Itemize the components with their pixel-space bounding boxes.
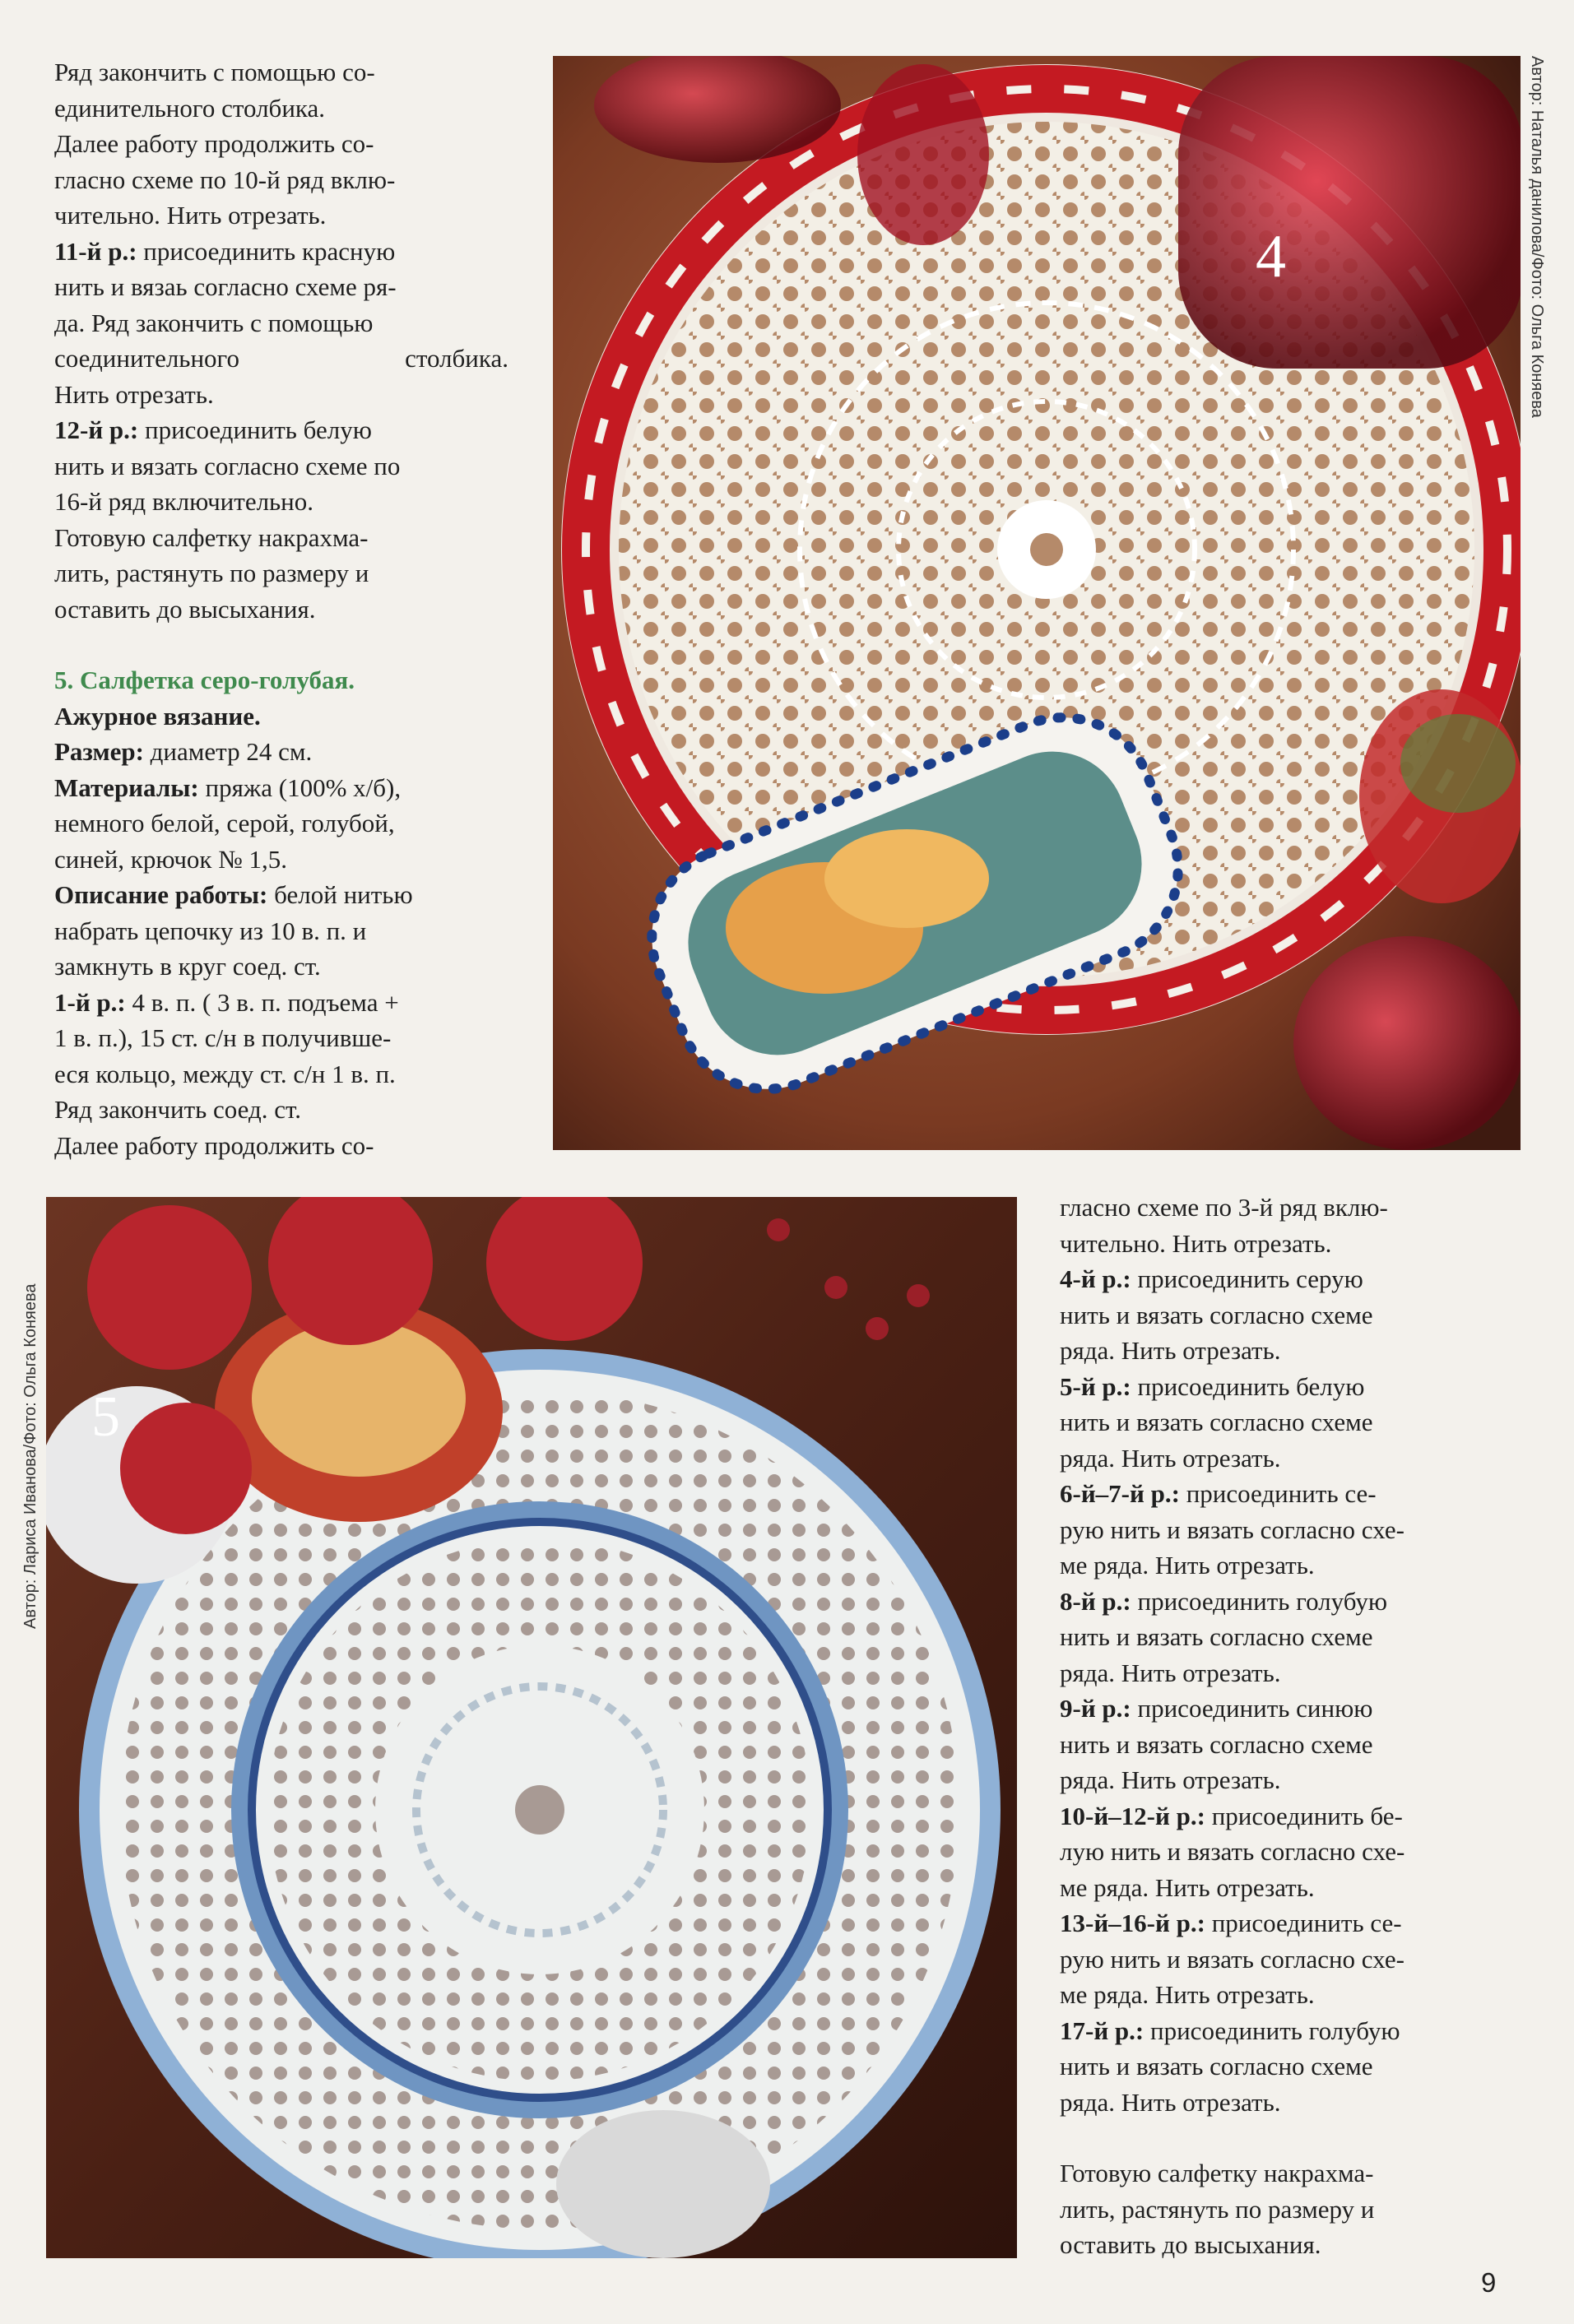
row-17-line: 17-й р.: присоединить голубую bbox=[1060, 2016, 1400, 2045]
text-line: замкнуть в круг соед. ст. bbox=[54, 952, 321, 981]
text-line: Ряд закончить соед. ст. bbox=[54, 1095, 302, 1124]
text-line: Далее работу продолжить со- bbox=[54, 129, 374, 158]
text-line: еся кольцо, между ст. с/н 1 в. п. bbox=[54, 1059, 396, 1088]
text-line: нить и вязать согласно схеме bbox=[1060, 1729, 1373, 1759]
row-label: 11-й р.: bbox=[54, 236, 137, 266]
doily-5-illustration bbox=[46, 1197, 1017, 2258]
text-line: ме ряда. Нить отрезать. bbox=[1060, 1980, 1315, 2009]
row-4-line: 4-й р.: присоединить серую bbox=[1060, 1264, 1363, 1293]
text-line: нить и вязаь согласно схеме ря- bbox=[54, 272, 397, 301]
text-line: лить, растянуть по размеру и bbox=[1060, 2194, 1375, 2224]
text-line: гласно схеме по 3-й ряд вклю- bbox=[1060, 1193, 1388, 1222]
text-line: Ряд закончить с помощью со- bbox=[54, 58, 375, 86]
row-12-line: 12-й р.: присоединить белую bbox=[54, 415, 372, 444]
doily-4-illustration bbox=[553, 56, 1521, 1150]
row-9-line: 9-й р.: присоединить синюю bbox=[1060, 1694, 1373, 1723]
text-column-top bbox=[54, 54, 508, 1163]
text-line: Готовую салфетку накрахма- bbox=[54, 522, 369, 552]
text-line: оставить до высыхания. bbox=[54, 594, 316, 624]
text-line: нить и вязать согласно схеме bbox=[1060, 1408, 1373, 1436]
text-line: ряда. Нить отрезать. bbox=[1060, 2087, 1281, 2117]
text-line: лую нить и вязать согласно схе- bbox=[1060, 1837, 1405, 1866]
photo-credit-5: Автор: Лариса Иванова/Фото: Ольга Коняева bbox=[21, 1283, 39, 1629]
text-line: оставить до высыхания. bbox=[1060, 2230, 1321, 2259]
technique: Ажурное вязание. bbox=[54, 701, 261, 731]
text-line: нить и вязать согласно схеме по bbox=[54, 451, 401, 480]
text-line: Далее работу продолжить со- bbox=[54, 1130, 374, 1160]
text-line: 1 в. п.), 15 ст. с/н в получивше- bbox=[54, 1023, 392, 1052]
text-line: 16-й ряд включительно. bbox=[54, 487, 314, 516]
row-11-line: 11-й р.: присоединить красную bbox=[54, 236, 396, 266]
description-line: Описание работы: белой нитью bbox=[54, 880, 413, 909]
materials-line: Материалы: пряжа (100% х/б), bbox=[54, 772, 402, 802]
text-line: нить и вязать согласно схеме bbox=[1060, 1622, 1373, 1651]
text-line: ряда. Нить отрезать. bbox=[1060, 1765, 1281, 1794]
photo-number: 5 bbox=[91, 1385, 120, 1449]
text-line: чительно. Нить отрезать. bbox=[1060, 1228, 1332, 1258]
text-line: гласно схеме по 10-й ряд вклю- bbox=[54, 165, 396, 194]
row-label: 12-й р.: bbox=[54, 415, 139, 444]
text-line: ме ряда. Нить отрезать. bbox=[1060, 1551, 1315, 1579]
text-line: синей, крючок № 1,5. bbox=[54, 844, 288, 874]
text-line: нить и вязать согласно схеме bbox=[1060, 1300, 1373, 1329]
row-1-line: 1-й р.: 4 в. п. ( 3 в. п. подъема + bbox=[54, 987, 399, 1017]
row-8-line: 8-й р.: присоединить голубую bbox=[1060, 1586, 1387, 1616]
photo-number: 4 bbox=[1256, 223, 1286, 290]
photo-credit-4: Автор: Наталья данилова/Фото: Ольга Коняева bbox=[1528, 56, 1546, 418]
text-line: ме ряда. Нить отрезать. bbox=[1060, 1872, 1315, 1902]
text-line: рую нить и вязать согласно схе- bbox=[1060, 1515, 1405, 1544]
text-line: соединительного столбика. bbox=[54, 344, 508, 373]
size-line: Размер: диаметр 24 см. bbox=[54, 737, 313, 766]
text-column-right bbox=[1060, 1190, 1517, 2263]
text-line: ряда. Нить отрезать. bbox=[1060, 1658, 1281, 1687]
text-line: немного белой, серой, голубой, bbox=[54, 809, 395, 837]
text-line: Готовую салфетку накрахма- bbox=[1060, 2159, 1374, 2187]
text-line: чительно. Нить отрезать. bbox=[54, 201, 327, 230]
row-13-16-line: 13-й–16-й р.: присоединить се- bbox=[1060, 1909, 1402, 1937]
text-line: ряда. Нить отрезать. bbox=[1060, 1443, 1281, 1473]
text-line: Нить отрезать. bbox=[54, 379, 214, 409]
text-line: ряда. Нить отрезать. bbox=[1060, 1336, 1281, 1365]
text-line: единительного столбика. bbox=[54, 93, 326, 123]
text-line: рую нить и вязать согласно схе- bbox=[1060, 1944, 1405, 1974]
row-10-12-line: 10-й–12-й р.: присоединить бе- bbox=[1060, 1801, 1403, 1830]
page-number: 9 bbox=[1481, 2267, 1497, 2298]
text-line: набрать цепочку из 10 в. п. и bbox=[54, 916, 367, 945]
row-5-line: 5-й р.: присоединить белую bbox=[1060, 1371, 1365, 1401]
photo-doily-5 bbox=[46, 1197, 1017, 2258]
section-title: 5. Салфетка серо-голубая. bbox=[54, 666, 355, 694]
text-line: нить и вязать согласно схеме bbox=[1060, 2052, 1373, 2080]
row-6-7-line: 6-й–7-й р.: присоединить се- bbox=[1060, 1479, 1377, 1508]
text-line: лить, растянуть по размеру и bbox=[54, 559, 369, 587]
text-line: да. Ряд закончить с помощью bbox=[54, 308, 374, 337]
photo-doily-4 bbox=[553, 56, 1521, 1150]
